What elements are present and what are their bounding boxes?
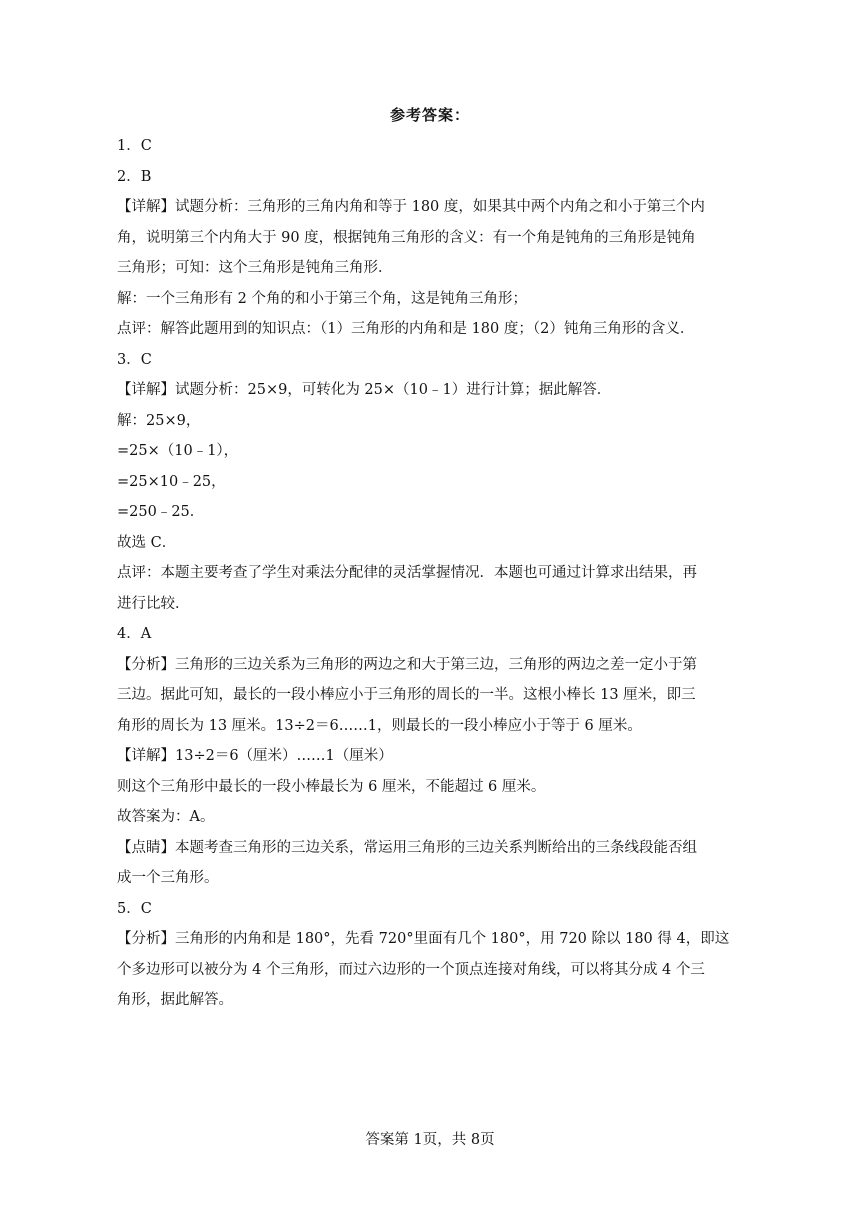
text-line: 角形，据此解答。 [117, 992, 233, 1008]
text-line: 5．C [117, 900, 152, 917]
text-line: 【详解】试题分析：三角形的三角内角和等于 180 度，如果其中两个内角之和小于第三个内 [117, 199, 705, 215]
text-line: 故答案为：A。 [117, 809, 215, 825]
text-line: 成一个三角形。 [117, 870, 219, 886]
text-line: 【详解】试题分析：25×9，可转化为 25×（10﹣1）进行计算；据此解答． [117, 382, 612, 398]
text-line: 【分析】三角形的内角和是 180°，先看 720°里面有几个 180°，用 720 除以 180 得 4，即这 [117, 931, 730, 947]
text-line: 解：25×9， [117, 412, 201, 429]
text-line: 【分析】三角形的三边关系为三角形的两边之和大于第三边，三角形的两边之差一定小于第 [117, 656, 697, 673]
page-footer: 答案第 1页，共 8页 [365, 1132, 495, 1148]
answer-body [117, 131, 747, 1016]
text-line: 角，说明第三个内角大于 90 度，根据钝角三角形的含义：有一个角是钝角的三角形是钝角 [117, 229, 696, 246]
text-line: 个多边形可以被分为 4 个三角形，而过六边形的一个顶点连接对角线，可以将其分成 4 个三 [117, 961, 705, 978]
text-line: 4．A [117, 626, 152, 642]
text-line: 进行比较． [117, 595, 190, 612]
text-line: 则这个三角形中最长的一段小棒最长为 6 厘米，不能超过 6 厘米。 [117, 778, 546, 795]
text-line: 故选 C． [117, 534, 177, 551]
text-line: =25×10﹣25， [117, 473, 226, 490]
text-line: 解：一个三角形有 2 个角的和小于第三个角，这是钝角三角形； [117, 290, 527, 307]
text-line: 点评：解答此题用到的知识点：（1）三角形的内角和是 180 度；（2）钝角三角形的含义． [117, 321, 695, 337]
text-line: 【详解】13÷2＝6（厘米）……1（厘米） [117, 748, 393, 764]
text-line: 角形的周长为 13 厘米。13÷2＝6……1，则最长的一段小棒应小于等于 6 厘米。 [117, 717, 642, 734]
text-line: 【点睛】本题考查三角形的三边关系，常运用三角形的三边关系判断给出的三条线段能否组 [117, 839, 697, 856]
text-line: 3．C [117, 351, 152, 368]
text-line: 三角形；可知：这个三角形是钝角三角形． [117, 260, 393, 276]
text-line: 点评：本题主要考查了学生对乘法分配律的灵活掌握情况．本题也可通过计算求出结果，再 [117, 565, 697, 581]
page-title: 参考答案： [389, 106, 470, 124]
text-line: 三边。据此可知，最长的一段小棒应小于三角形的周长的一半。这根小棒长 13 厘米，即三 [117, 687, 696, 703]
text-line: =25×（10﹣1）， [117, 443, 239, 459]
text-line: =250﹣25． [117, 504, 205, 520]
text-line: 1．C [117, 138, 152, 154]
text-line: 2．B [117, 168, 152, 185]
